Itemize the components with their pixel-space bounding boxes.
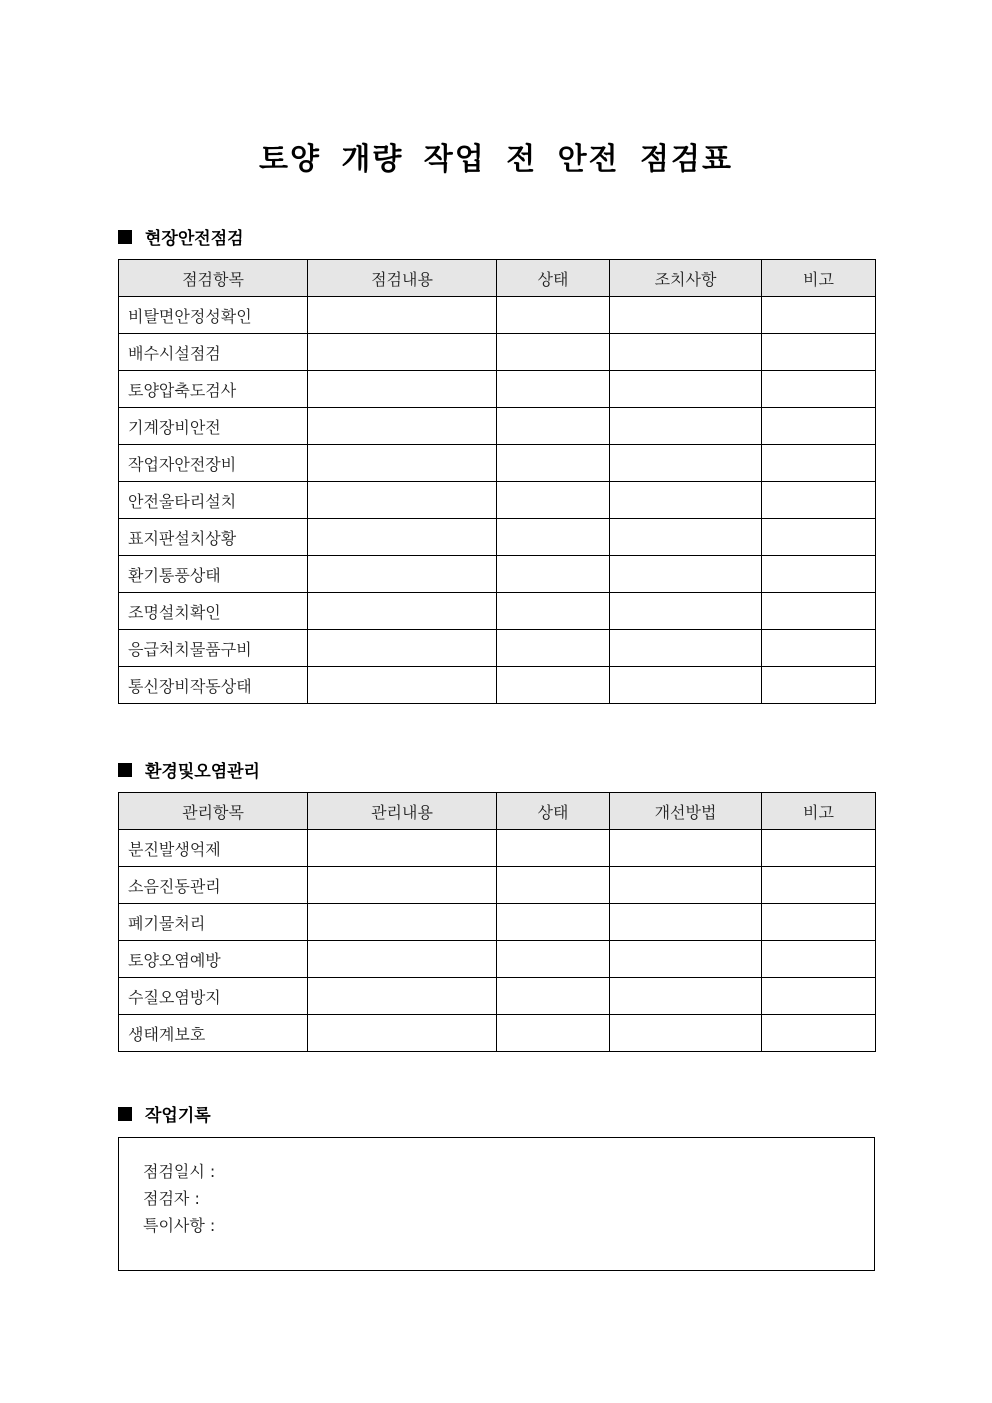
row-item-label: 토양압축도검사 bbox=[119, 371, 308, 408]
column-header-note: 비고 bbox=[762, 260, 876, 297]
table-row bbox=[119, 867, 876, 904]
table-row bbox=[119, 334, 876, 371]
cell-content[interactable] bbox=[308, 593, 497, 630]
section-heading-label: 현장안전점검 bbox=[145, 229, 244, 249]
table-row bbox=[119, 941, 876, 978]
cell-action[interactable] bbox=[610, 941, 762, 978]
section-heading-safety bbox=[118, 224, 244, 249]
table-header-row bbox=[119, 793, 876, 830]
safety-checklist-table bbox=[118, 259, 876, 704]
cell-status[interactable] bbox=[497, 1015, 610, 1052]
cell-note[interactable] bbox=[762, 941, 876, 978]
cell-action[interactable] bbox=[610, 593, 762, 630]
table-row bbox=[119, 830, 876, 867]
cell-action[interactable] bbox=[610, 482, 762, 519]
cell-note[interactable] bbox=[762, 1015, 876, 1052]
row-item-label: 수질오염방지 bbox=[119, 978, 308, 1015]
record-field-label: 점검일시 : bbox=[143, 1162, 216, 1181]
record-field-label: 특이사항 : bbox=[143, 1216, 216, 1235]
row-item-label: 기계장비안전 bbox=[119, 408, 308, 445]
cell-status[interactable] bbox=[497, 867, 610, 904]
work-record-box[interactable] bbox=[118, 1137, 875, 1271]
table-row bbox=[119, 445, 876, 482]
cell-action[interactable] bbox=[610, 904, 762, 941]
cell-status[interactable] bbox=[497, 445, 610, 482]
cell-content[interactable] bbox=[308, 630, 497, 667]
table-row bbox=[119, 408, 876, 445]
cell-action[interactable] bbox=[610, 334, 762, 371]
cell-status[interactable] bbox=[497, 556, 610, 593]
cell-note[interactable] bbox=[762, 904, 876, 941]
cell-content[interactable] bbox=[308, 334, 497, 371]
cell-action[interactable] bbox=[610, 667, 762, 704]
table-row bbox=[119, 1015, 876, 1052]
column-header-content: 점검내용 bbox=[308, 260, 497, 297]
cell-content[interactable] bbox=[308, 408, 497, 445]
column-header-item: 점검항목 bbox=[119, 260, 308, 297]
cell-note[interactable] bbox=[762, 556, 876, 593]
row-item-label: 응급처치물품구비 bbox=[119, 630, 308, 667]
record-field-label: 점검자 : bbox=[143, 1189, 200, 1208]
cell-note[interactable] bbox=[762, 867, 876, 904]
cell-note[interactable] bbox=[762, 667, 876, 704]
row-item-label: 소음진동관리 bbox=[119, 867, 308, 904]
cell-action[interactable] bbox=[610, 1015, 762, 1052]
cell-content[interactable] bbox=[308, 1015, 497, 1052]
row-item-label: 작업자안전장비 bbox=[119, 445, 308, 482]
table-row bbox=[119, 667, 876, 704]
cell-content[interactable] bbox=[308, 519, 497, 556]
table-row bbox=[119, 904, 876, 941]
cell-status[interactable] bbox=[497, 941, 610, 978]
cell-content[interactable] bbox=[308, 830, 497, 867]
row-item-label: 토양오염예방 bbox=[119, 941, 308, 978]
column-header-content: 관리내용 bbox=[308, 793, 497, 830]
document-title: 토양 개량 작업 전 안전 점검표 bbox=[259, 142, 733, 177]
table-row bbox=[119, 978, 876, 1015]
row-item-label: 비탈면안정성확인 bbox=[119, 297, 308, 334]
cell-action[interactable] bbox=[610, 867, 762, 904]
row-item-label: 안전울타리설치 bbox=[119, 482, 308, 519]
cell-action[interactable] bbox=[610, 830, 762, 867]
cell-note[interactable] bbox=[762, 830, 876, 867]
cell-content[interactable] bbox=[308, 867, 497, 904]
record-field-remarks[interactable] bbox=[143, 1212, 874, 1239]
cell-status[interactable] bbox=[497, 978, 610, 1015]
cell-content[interactable] bbox=[308, 556, 497, 593]
cell-note[interactable] bbox=[762, 519, 876, 556]
cell-note[interactable] bbox=[762, 482, 876, 519]
cell-status[interactable] bbox=[497, 630, 610, 667]
record-field-date[interactable] bbox=[143, 1158, 874, 1185]
table-row bbox=[119, 297, 876, 334]
column-header-status: 상태 bbox=[497, 260, 610, 297]
cell-note[interactable] bbox=[762, 593, 876, 630]
cell-action[interactable] bbox=[610, 630, 762, 667]
cell-status[interactable] bbox=[497, 519, 610, 556]
column-header-note: 비고 bbox=[762, 793, 876, 830]
row-item-label: 생태계보호 bbox=[119, 1015, 308, 1052]
cell-status[interactable] bbox=[497, 667, 610, 704]
column-header-improvement: 개선방법 bbox=[610, 793, 762, 830]
cell-note[interactable] bbox=[762, 445, 876, 482]
cell-status[interactable] bbox=[497, 297, 610, 334]
cell-content[interactable] bbox=[308, 904, 497, 941]
cell-note[interactable] bbox=[762, 334, 876, 371]
cell-action[interactable] bbox=[610, 445, 762, 482]
environment-management-table bbox=[118, 792, 876, 1052]
square-bullet-icon bbox=[118, 763, 132, 777]
table-row bbox=[119, 556, 876, 593]
section-heading-label: 환경및오염관리 bbox=[145, 762, 260, 782]
table-row bbox=[119, 371, 876, 408]
table-row bbox=[119, 482, 876, 519]
row-item-label: 배수시설점검 bbox=[119, 334, 308, 371]
cell-action[interactable] bbox=[610, 408, 762, 445]
record-field-inspector[interactable] bbox=[143, 1185, 874, 1212]
cell-action[interactable] bbox=[610, 519, 762, 556]
cell-action[interactable] bbox=[610, 556, 762, 593]
table-header-row bbox=[119, 260, 876, 297]
table-row bbox=[119, 593, 876, 630]
cell-content[interactable] bbox=[308, 667, 497, 704]
column-header-status: 상태 bbox=[497, 793, 610, 830]
cell-status[interactable] bbox=[497, 334, 610, 371]
cell-status[interactable] bbox=[497, 371, 610, 408]
cell-note[interactable] bbox=[762, 630, 876, 667]
square-bullet-icon bbox=[118, 1107, 132, 1121]
section-heading-environment bbox=[118, 757, 260, 782]
cell-content[interactable] bbox=[308, 482, 497, 519]
cell-content[interactable] bbox=[308, 978, 497, 1015]
cell-action[interactable] bbox=[610, 978, 762, 1015]
row-item-label: 표지판설치상황 bbox=[119, 519, 308, 556]
table-row bbox=[119, 519, 876, 556]
section-heading-label: 작업기록 bbox=[145, 1106, 211, 1126]
table-row bbox=[119, 630, 876, 667]
cell-action[interactable] bbox=[610, 297, 762, 334]
cell-content[interactable] bbox=[308, 445, 497, 482]
cell-note[interactable] bbox=[762, 408, 876, 445]
cell-status[interactable] bbox=[497, 904, 610, 941]
row-item-label: 환기통풍상태 bbox=[119, 556, 308, 593]
column-header-action: 조치사항 bbox=[610, 260, 762, 297]
cell-note[interactable] bbox=[762, 978, 876, 1015]
row-item-label: 폐기물처리 bbox=[119, 904, 308, 941]
cell-status[interactable] bbox=[497, 593, 610, 630]
column-header-item: 관리항목 bbox=[119, 793, 308, 830]
section-heading-record bbox=[118, 1101, 211, 1126]
cell-content[interactable] bbox=[308, 941, 497, 978]
row-item-label: 분진발생억제 bbox=[119, 830, 308, 867]
cell-action[interactable] bbox=[610, 371, 762, 408]
square-bullet-icon bbox=[118, 230, 132, 244]
cell-content[interactable] bbox=[308, 297, 497, 334]
row-item-label: 통신장비작동상태 bbox=[119, 667, 308, 704]
row-item-label: 조명설치확인 bbox=[119, 593, 308, 630]
cell-status[interactable] bbox=[497, 830, 610, 867]
cell-status[interactable] bbox=[497, 482, 610, 519]
cell-note[interactable] bbox=[762, 371, 876, 408]
cell-note[interactable] bbox=[762, 297, 876, 334]
cell-content[interactable] bbox=[308, 371, 497, 408]
cell-status[interactable] bbox=[497, 408, 610, 445]
